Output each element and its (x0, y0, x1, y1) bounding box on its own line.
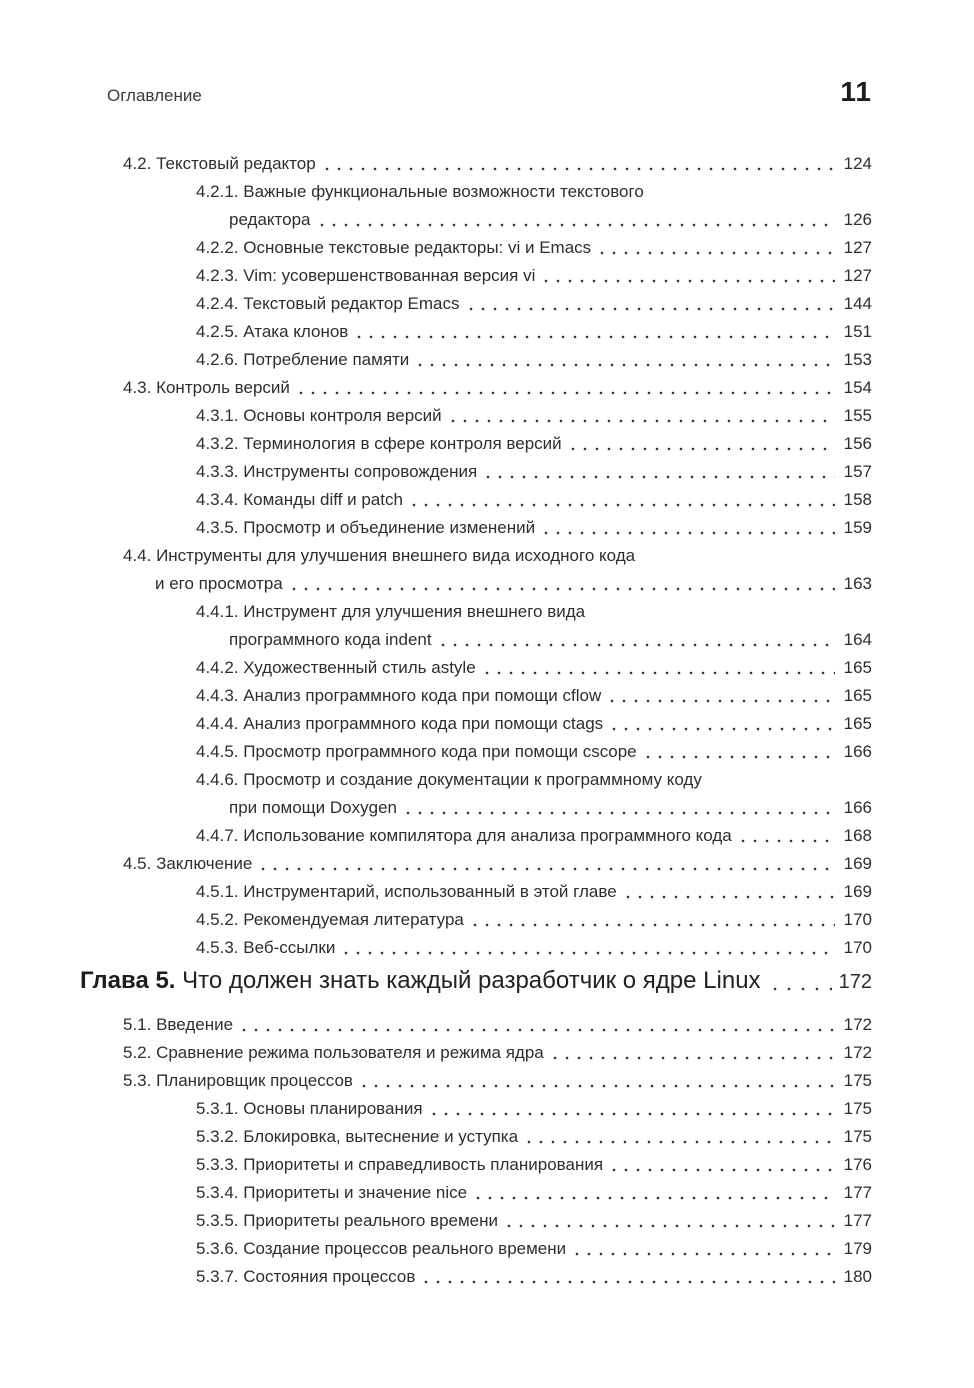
toc-entry-line (80, 906, 872, 934)
toc-entry-line (80, 654, 872, 682)
toc-entry-page-number: 156 (843, 434, 872, 453)
dot-leader (571, 1235, 835, 1263)
toc-entry-line (80, 150, 872, 178)
toc-entry-line (80, 318, 872, 346)
dot-leader (358, 1067, 835, 1095)
toc-entry-line (80, 822, 872, 850)
toc-entry-title: 4.4.6. Просмотр и создание документации к программному коду (196, 770, 702, 789)
toc-entry-title: 4.2.3. Vim: усовершенствованная версия vi (196, 266, 536, 285)
toc-entry (80, 738, 872, 766)
dot-leader (321, 150, 835, 178)
toc-entry-line (80, 766, 872, 794)
toc-entry-page-number: 155 (843, 406, 872, 425)
dot-leader (408, 486, 835, 514)
toc-entry-line (80, 1235, 872, 1263)
toc-entry-line (80, 570, 872, 598)
dot-leader (238, 1011, 835, 1039)
toc-entry-line (80, 1095, 872, 1123)
dot-leader (465, 290, 835, 318)
toc-entry-line (80, 964, 872, 999)
dot-leader (608, 710, 835, 738)
dot-leader (622, 878, 835, 906)
dot-leader (420, 1263, 835, 1291)
toc-entry (80, 1095, 872, 1123)
toc-entry-page-number: 175 (843, 1099, 872, 1118)
dot-leader (606, 682, 835, 710)
toc-entry-page-number: 177 (843, 1183, 872, 1202)
toc-entry-title: 4.5.1. Инструментарий, использованный в этой главе (196, 882, 617, 901)
toc-entry-line (80, 598, 872, 626)
toc-entry-line (80, 1179, 872, 1207)
toc-entry-line (80, 486, 872, 514)
toc-entry-title: 4.4.2. Художественный стиль astyle (196, 658, 476, 677)
toc-entry-page-number: 166 (843, 742, 872, 761)
dot-leader (549, 1039, 835, 1067)
toc-entry-line (80, 262, 872, 290)
dot-leader (642, 738, 835, 766)
toc-entry-title: 5.3.6. Создание процессов реального времени (196, 1239, 567, 1258)
toc-entry-page-number: 165 (843, 686, 872, 705)
toc-entry (80, 1207, 872, 1235)
toc-entry (80, 346, 872, 374)
toc-entry-page-number: 175 (843, 1071, 872, 1090)
toc-entry-title: 5.3.2. Блокировка, вытеснение и уступка (196, 1127, 519, 1146)
toc-entry (80, 1067, 872, 1095)
toc-entry-line (80, 850, 872, 878)
toc-entry-title: 4.4.4. Анализ программного кода при помощи ctags (196, 714, 604, 733)
toc-chapter-entry (80, 964, 872, 999)
toc-entry-line (80, 290, 872, 318)
toc-entry-page-number: 170 (843, 938, 872, 957)
toc-entry-title: 4.2. Текстовый редактор (123, 154, 316, 173)
toc-entry-title: 4.2.5. Атака клонов (196, 322, 349, 341)
dot-leader (257, 850, 835, 878)
toc-entry-page-number: 177 (843, 1211, 872, 1230)
toc-entry-page-number: 144 (843, 294, 872, 313)
toc-entry (80, 290, 872, 318)
toc-entry (80, 430, 872, 458)
dot-leader (523, 1123, 835, 1151)
toc-entry-line (80, 1207, 872, 1235)
toc-entry-line (80, 1011, 872, 1039)
toc-entry-page-number: 127 (843, 266, 872, 285)
toc-entry-page-number: 163 (843, 574, 872, 593)
toc-entry (80, 374, 872, 402)
toc-entry (80, 178, 872, 234)
toc-entry-title: 4.4.3. Анализ программного кода при помощи cflow (196, 686, 602, 705)
toc-entry-line (80, 626, 872, 654)
toc-entry-title: 4.3.2. Терминология в сфере контроля версий (196, 434, 562, 453)
toc-entry-page-number: 165 (843, 714, 872, 733)
toc-entry-title: 4.2.1. Важные функциональные возможности текстового (196, 182, 644, 201)
dot-leader (608, 1151, 835, 1179)
toc-entry-title: 5.1. Введение (123, 1015, 234, 1034)
toc-entry-line (80, 1263, 872, 1291)
toc-entry-title: 5.2. Сравнение режима пользователя и режима ядра (123, 1043, 544, 1062)
toc-entry-title: 4.2.2. Основные текстовые редакторы: vi и Emacs (196, 238, 592, 257)
toc-entry-title: 5.3. Планировщик процессов (123, 1071, 353, 1090)
toc-entry (80, 1235, 872, 1263)
toc-entry-page-number: 126 (843, 210, 872, 229)
dot-leader (353, 318, 835, 346)
toc-entry-page-number: 175 (843, 1127, 872, 1146)
toc-entry (80, 1123, 872, 1151)
toc-entry-line (80, 1039, 872, 1067)
toc-entry (80, 850, 872, 878)
running-title: Оглавление (107, 86, 202, 105)
chapter-number-prefix: Глава 5. (80, 967, 183, 994)
toc-entry (80, 486, 872, 514)
toc-entry-line (80, 374, 872, 402)
toc-entry (80, 1263, 872, 1291)
toc-entry-page-number: 168 (843, 826, 872, 845)
dot-leader (447, 402, 835, 430)
page-header (107, 0, 872, 108)
page-number: 11 (840, 76, 872, 107)
toc-entry-page-number: 169 (843, 882, 872, 901)
toc-entry-line (80, 458, 872, 486)
toc-entry-title: 4.3.3. Инструменты сопровождения (196, 462, 478, 481)
toc-entry-page-number: 180 (843, 1267, 872, 1286)
toc-entry-line (80, 682, 872, 710)
toc-entry-title: 4.4. Инструменты для улучшения внешнего вида исходного кода (123, 546, 636, 565)
toc-entry-title: 4.5. Заключение (123, 854, 253, 873)
toc-entry (80, 1039, 872, 1067)
toc-entry-title: 4.3.4. Команды diff и patch (196, 490, 403, 509)
dot-leader (503, 1207, 835, 1235)
dot-leader (316, 206, 836, 234)
toc-entry-title: 4.3.1. Основы контроля версий (196, 406, 442, 425)
toc-entry (80, 1179, 872, 1207)
toc-entry-line (80, 234, 872, 262)
toc-entry-title-continuation: и его просмотра (155, 574, 283, 593)
toc-entry-page-number: 172 (838, 971, 872, 993)
toc-entry-line (80, 402, 872, 430)
toc-entry-title: 5.3.1. Основы планирования (196, 1099, 423, 1118)
toc-entry (80, 262, 872, 290)
dot-leader (596, 234, 835, 262)
dot-leader (472, 1179, 835, 1207)
toc-entry-line (80, 178, 872, 206)
toc-entry-page-number: 176 (843, 1155, 872, 1174)
toc-entry-page-number: 164 (843, 630, 872, 649)
toc-entry-page-number: 172 (843, 1043, 872, 1062)
toc-entry-title: 5.3.4. Приоритеты и значение nice (196, 1183, 468, 1202)
dot-leader (540, 514, 835, 542)
toc-entry (80, 458, 872, 486)
toc-entry (80, 906, 872, 934)
toc-entry-line (80, 430, 872, 458)
dot-leader (414, 346, 835, 374)
dot-leader (469, 906, 835, 934)
toc-entry-line (80, 542, 872, 570)
toc-entry-line (80, 710, 872, 738)
toc-entry-line (80, 346, 872, 374)
toc-entry-title-continuation: редактора (229, 210, 311, 229)
toc-entry-line (80, 206, 872, 234)
toc-entry-page-number: 153 (843, 350, 872, 369)
toc-entry (80, 822, 872, 850)
toc-entry-page-number: 154 (843, 378, 872, 397)
dot-leader (402, 794, 835, 822)
toc-entry-page-number: 151 (843, 322, 872, 341)
toc-entry (80, 234, 872, 262)
toc-entry-title: 4.3. Контроль версий (123, 378, 290, 397)
toc-entry (80, 598, 872, 654)
toc-entry-page-number: 172 (843, 1015, 872, 1034)
toc-entry-page-number: 165 (843, 658, 872, 677)
dot-leader (340, 934, 835, 962)
dot-leader (766, 964, 832, 999)
toc-entry-title-continuation: программного кода indent (229, 630, 432, 649)
toc-entry (80, 514, 872, 542)
toc-entry-page-number: 166 (843, 798, 872, 817)
toc-entry-page-number: 169 (843, 854, 872, 873)
toc-entry-line (80, 1151, 872, 1179)
toc-entry-line (80, 1123, 872, 1151)
toc-entry-title: 4.5.2. Рекомендуемая литература (196, 910, 464, 929)
dot-leader (567, 430, 835, 458)
toc-entry-line (80, 794, 872, 822)
toc-entry-title: 4.4.5. Просмотр программного кода при помощи cscope (196, 742, 637, 761)
toc-entry (80, 1011, 872, 1039)
toc-entry-title: 4.5.3. Веб-ссылки (196, 938, 336, 957)
toc-entry-page-number: 157 (843, 462, 872, 481)
toc-entry-title: 4.3.5. Просмотр и объединение изменений (196, 518, 536, 537)
dot-leader (288, 570, 835, 598)
toc-entry-title: 5.3.5. Приоритеты реального времени (196, 1211, 498, 1230)
toc-entry-title: 5.3.7. Состояния процессов (196, 1267, 416, 1286)
toc-entry-page-number: 158 (843, 490, 872, 509)
toc-entry (80, 402, 872, 430)
toc-entry-title: 4.4.1. Инструмент для улучшения внешнего вида (196, 602, 586, 621)
toc-entry-title-continuation: при помощи Doxygen (229, 798, 397, 817)
toc-entry-line (80, 1067, 872, 1095)
toc-entry (80, 766, 872, 822)
toc-entry-title: Глава 5. Что должен знать каждый разработчик о ядре Linux (80, 967, 761, 994)
toc-entry-title: 4.2.4. Текстовый редактор Emacs (196, 294, 460, 313)
dot-leader (481, 654, 835, 682)
dot-leader (540, 262, 835, 290)
toc-entry-page-number: 127 (843, 238, 872, 257)
toc-entry-page-number: 124 (843, 154, 872, 173)
toc-entry-page-number: 170 (843, 910, 872, 929)
toc-entry (80, 150, 872, 178)
toc-entry-page-number: 159 (843, 518, 872, 537)
toc-entry (80, 934, 872, 962)
dot-leader (295, 374, 835, 402)
toc-entry (80, 1151, 872, 1179)
toc-entry-title: 5.3.3. Приоритеты и справедливость планирования (196, 1155, 604, 1174)
toc-entry-line (80, 738, 872, 766)
toc-entry (80, 542, 872, 598)
toc-list (80, 150, 872, 1291)
dot-leader (428, 1095, 835, 1123)
toc-entry-title: 4.2.6. Потребление памяти (196, 350, 410, 369)
toc-entry (80, 682, 872, 710)
toc-entry (80, 710, 872, 738)
toc-entry (80, 654, 872, 682)
toc-entry (80, 878, 872, 906)
dot-leader (737, 822, 835, 850)
dot-leader (482, 458, 835, 486)
dot-leader (437, 626, 835, 654)
toc-entry-page-number: 179 (843, 1239, 872, 1258)
toc-entry-line (80, 514, 872, 542)
toc-entry-line (80, 934, 872, 962)
toc-entry (80, 318, 872, 346)
toc-entry-title: 4.4.7. Использование компилятора для анализа программного кода (196, 826, 732, 845)
toc-entry-line (80, 878, 872, 906)
